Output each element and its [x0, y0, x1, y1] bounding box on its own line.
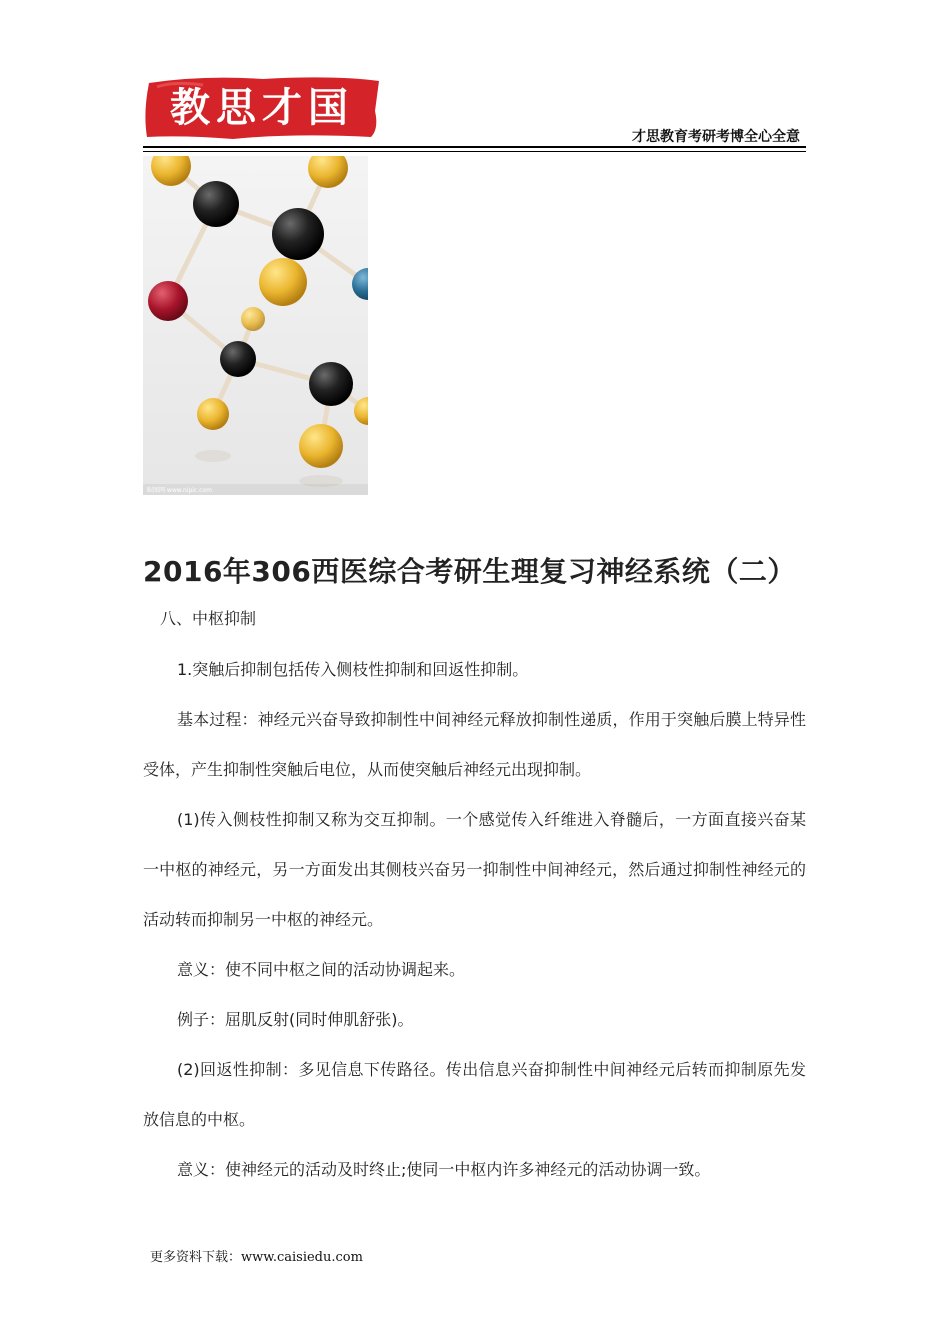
header-divider — [143, 146, 806, 148]
article-body — [143, 645, 806, 1195]
paragraph: 基本过程：神经元兴奋导致抑制性中间神经元释放抑制性递质，作用于突触后膜上特异性受体，产生抑制性突触后电位，从而使突触后神经元出现抑制。 — [143, 710, 806, 779]
header-divider-thin — [143, 151, 806, 152]
article-title: 2016年306西医综合考研生理复习神经系统（二） — [143, 555, 796, 588]
paragraph: 1.突触后抑制包括传入侧枝性抑制和回返性抑制。 — [177, 660, 529, 679]
brand-logo-graphic — [143, 73, 381, 141]
logo-text: 教思才国 — [170, 84, 354, 131]
footer-download-link[interactable]: 更多资料下载：www.caisiedu.com — [150, 1250, 363, 1265]
molecule-model-image — [143, 156, 368, 495]
paragraph: 例子：屈肌反射(同时伸肌舒张)。 — [177, 1010, 414, 1029]
paragraph: (1)传入侧枝性抑制又称为交互抑制。一个感觉传入纤维进入脊髓后，一方面直接兴奋某一中枢的神经元，另一方面发出其侧枝兴奋另一抑制性中间神经元，然后通过抑制性神经元的活动转而抑制另一中枢的神经元。 — [143, 810, 806, 929]
paragraph: (2)回返性抑制：多见信息下传路径。传出信息兴奋抑制性中间神经元后转而抑制原先发放信息的中枢。 — [143, 1060, 806, 1129]
section-heading: 八、中枢抑制 — [160, 609, 257, 628]
paragraph: 意义：使不同中枢之间的活动协调起来。 — [177, 960, 466, 979]
brand-logo — [143, 73, 381, 141]
paragraph: 意义：使神经元的活动及时终止;使同一中枢内许多神经元的活动协调一致。 — [177, 1160, 711, 1179]
header-tagline: 才思教育考研考博全心全意 — [632, 129, 800, 145]
image-watermark: 昵图网 www.nipic.com — [147, 487, 212, 494]
